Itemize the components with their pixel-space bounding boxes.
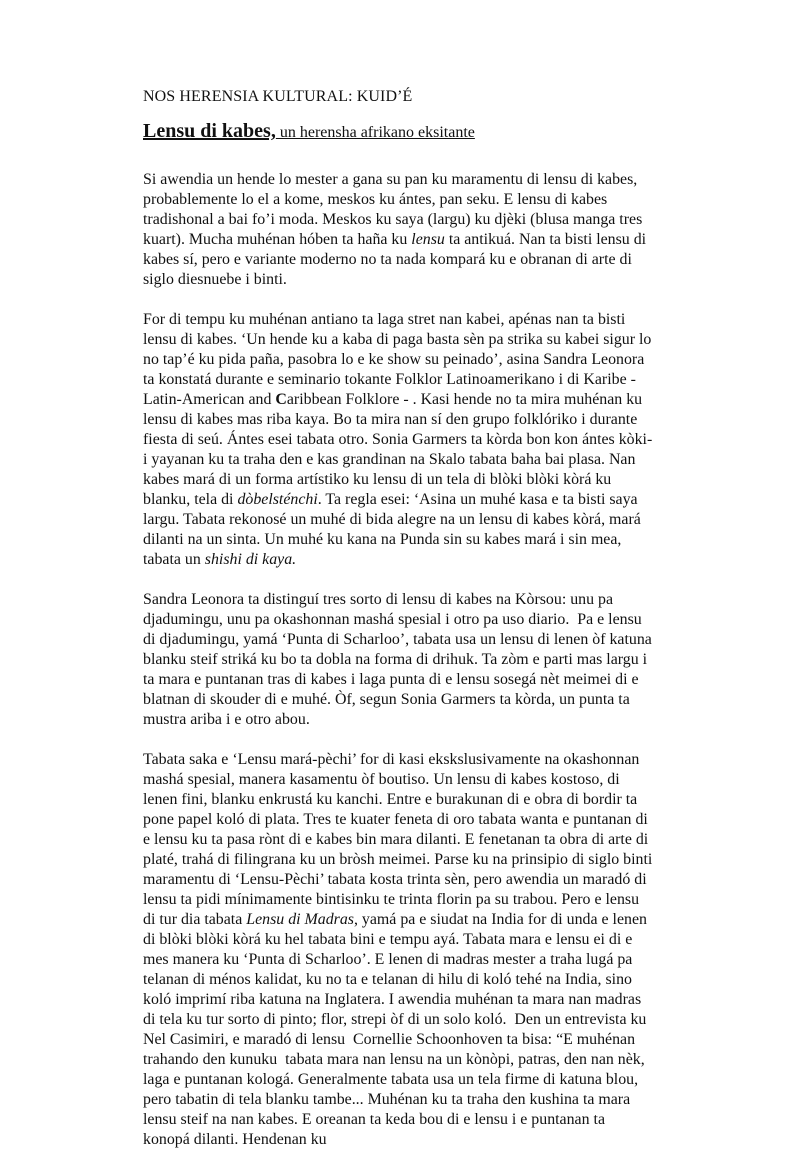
article-title (143, 120, 475, 143)
article-title-main: Lensu di kabes, (143, 120, 276, 142)
paragraph (143, 170, 655, 290)
italic-text: Lensu di Madras (246, 911, 354, 928)
italic-text: dòbelsténchi (237, 491, 318, 508)
italic-text: lensu (411, 231, 445, 248)
italic-text: shishi di kaya. (204, 551, 297, 568)
paragraph-text: ta antikuá. Nan ta bisti lensu di kabes sí, pero e variante moderno no ta nada kompará ku e obranan di arte di siglo diesnuebe i binti. (143, 231, 651, 288)
paragraph-text: Tabata saka e ‘Lensu mará-pèchi’ for di kasi ekskslusivamente na okashonnan mashá spesial, manera kasamentu òf boutiso. Un lensu di kabes kostoso, di lenen fini, blanku enkrustá ku kanchi. Entre e burakunan di e obra di bordir ta pone papel koló di plata. Tres te kuater feneta di oro tabata wanta e puntanan di e lensu ku ta pasa rònt di e kabes bin mara dilanti. E fenetanan ta obra di arte di platé, trahá di filingrana ku un bròsh meimei. Parse ku na prinsipio di siglo binti maramentu di ‘Lensu-Pèchi’ tabata kosta trinta sèn, pero awendia un maradó di lensu ta pidi mínimamente bintisinku te trinta florin pa su trabou. Pero e lensu di tur dia tabata (143, 751, 657, 928)
bold-text: C (275, 391, 287, 408)
paragraph (143, 750, 655, 1150)
paragraph-text: Sandra Leonora ta distinguí tres sorto di lensu di kabes na Kòrsou: unu pa djadumingu, unu pa okashonnan mashá spesial i otro pa uso diario. Pa e lensu di djadumingu, yamá ‘Punta di Scharloo’, tabata usa un lensu di lenen òf katuna blanku steif striká ku bo ta dobla na forma di drihuk. Ta zòm e parti mas largu i ta mara e puntanan tras di kabes i laga punta di e lensu sosegá nèt meimei di e blatnan di skouder di e muhé. Òf, segun Sonia Garmers ta kòrda, un punta ta mustra ariba i e otro abou. (143, 591, 656, 728)
paragraph (143, 590, 655, 730)
paragraph (143, 310, 655, 570)
article-body (143, 170, 655, 1170)
paragraph-text: , yamá pa e siudat na India for di unda e lenen di blòki blòki kòrá ku hel tabata bini e tempu ayá. Tabata mara e lensu ei di e mes manera ku ‘Punta di Scharloo’. E lenen di madras mester a traha lugá pa telanan di ménos kalidat, ku no ta e telanan di hilu di koló tehé na India, sino koló imprimí riba katuna na Inglatera. I awendia muhénan ta mara nan madras di tela ku tur sorto di pinto; flor, strepi òf di un solo koló. Den un entrevista ku Nel Casimiri, e maradó di lensu Cornellie Schoonhoven ta bisa: “E muhénan trahando den kunuku tabata mara nan lensu na un kònòpi, patras, den nan nèk, laga e puntanan kologá. Generalmente tabata usa un tela firme di katuna blou, pero tabatin di tela blanku tambe... Muhénan ku ta traha den kushina ta mara lensu steif na nan kabes. E oreanan ta keda bou di e lensu i e puntanan ta konopá dilanti. Hendenan ku (143, 911, 651, 1148)
paragraph-text: Si awendia un hende lo mester a gana su pan ku maramentu di lensu di kabes, probablemente lo el a kome, meskos ku ántes, pan seku. E lensu di kabes tradishonal a bai fo’i moda. Meskos ku saya (largu) ku djèki (blusa manga tres kuart). Mucha muhénan hóben ta haña ku (143, 171, 647, 248)
paragraph-text: aribbean Folklore - . Kasi hende no ta mira muhénan ku lensu di kabes mas riba kaya. Bo ta mira nan sí den grupo folklóriko i durante fiesta di seú. Ántes esei tabata otro. Sonia Garmers ta kòrda bon kon ántes kòki- i yayanan ku ta traha den e kas grandinan na Skalo tabata baha bai plasa. Nan kabes mará di un forma artístiko ku lensu di un tela di blòki blòki kòrá ku blanku, tela di (143, 391, 657, 508)
paragraph-text: . Ta regla esei: ‘Asina un muhé kasa e ta bisti saya largu. Tabata rekonosé un muhé di bida alegre na un lensu di kabes kòrá, mará dilanti na un sinta. Un muhé ku kana na Punda sin su kabes mará i sin mea, tabata un (143, 491, 645, 568)
article-title-subtitle: un herensha afrikano eksitante (275, 124, 475, 141)
document-header: NOS HERENSIA KULTURAL: KUID’É (143, 88, 413, 105)
paragraph-text: For di tempu ku muhénan antiano ta laga stret nan kabei, apénas nan ta bisti lensu di kabes. ‘Un hende ku a kaba di paga basta sèn pa strika su kabei sigur lo no tap’é ku pida paña, pasobra lo e ke show su peinado’, asina Sandra Leonora ta konstatá durante e seminario tokante Folklor Latinoamerikano i di Karibe - Latin-American and (143, 311, 656, 408)
